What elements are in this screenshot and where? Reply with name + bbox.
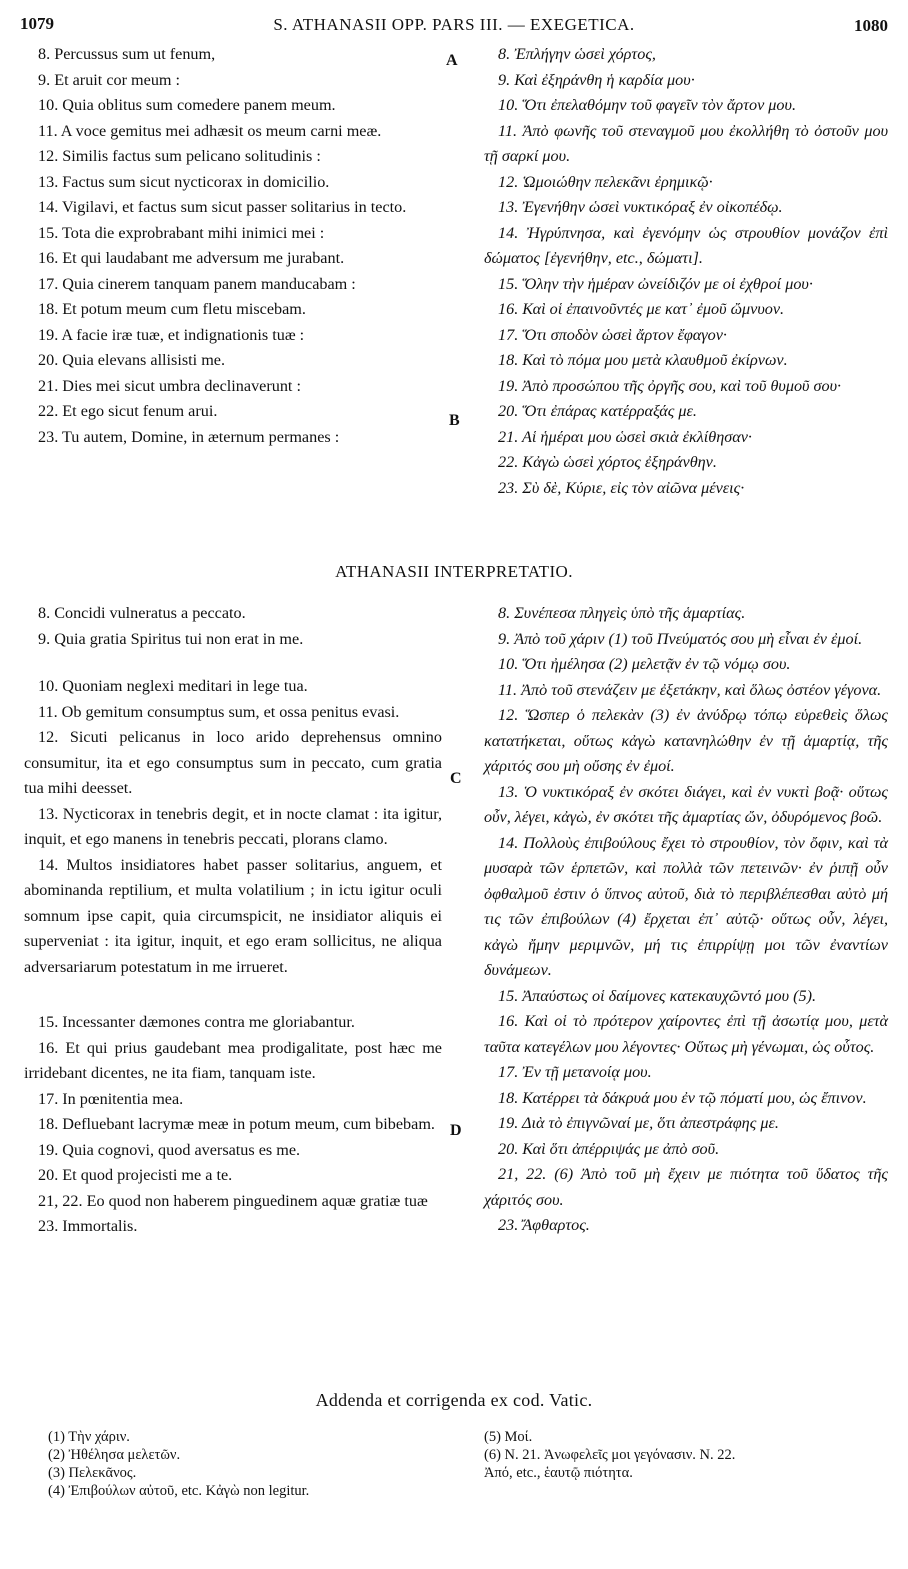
addenda-notes-left	[48, 1428, 448, 1500]
interpretation-latin-verse: 18. Defluebant lacrymæ meæ in potum meum, cum bibebam.	[38, 1115, 435, 1133]
psalm-greek-verse: 16. Καὶ οἱ ἐπαινοῦντές με κατ᾽ ἐμοῦ ὤμνυον.	[498, 300, 785, 318]
interpretation-greek-verse: 23. Ἄφθαρτος.	[498, 1216, 590, 1234]
interpretation-latin-verse: 19. Quia cognovi, quod aversatus es me.	[38, 1140, 301, 1159]
psalm-latin-verse: 12. Similis factus sum pelicano solitudinis :	[38, 147, 321, 165]
addenda-note: (1) Τὴν χάριν.	[48, 1429, 130, 1445]
psalm-greek-column	[484, 42, 888, 501]
psalm-latin-verse: 21. Dies mei sicut umbra declinaverunt :	[38, 376, 301, 395]
psalm-latin-verse: 22. Et ego sicut fenum arui.	[38, 402, 218, 420]
addenda-note: Ἀπό, etc., ἑαυτῷ πιότητα.	[484, 1465, 633, 1481]
interpretation-latin-verse: 20. Et quod projecisti me a te.	[38, 1166, 233, 1184]
margin-marker-a: A	[446, 52, 458, 69]
addenda-notes-right	[484, 1428, 884, 1482]
psalm-latin-verse: 19. A facie iræ tuæ, et indignationis tuæ :	[38, 325, 305, 344]
psalm-latin-verse: 16. Et qui laudabant me adversum me jurabant.	[38, 249, 345, 267]
interpretation-latin-verse: 12. Sicuti pelicanus in loco arido deprehensus omnino consumitur, ita et ego consumptus sum in peccato, cum gratia tua mihi deesset.	[24, 728, 442, 797]
psalm-latin-verse: 15. Tota die exprobrabant mihi inimici mei :	[38, 223, 325, 242]
addenda-note: (6) N. 21. Ἀνωφελεῖς μοι γεγόνασιν. N. 22.	[484, 1447, 736, 1463]
addenda-note: (4) Ἐπιβούλων αὐτοῦ, etc. Κἀγὼ non legitur.	[48, 1483, 310, 1499]
addenda-title: Addenda et corrigenda ex cod. Vatic.	[315, 1390, 593, 1410]
psalm-latin-verse: 14. Vigilavi, et factus sum sicut passer solitarius in tecto.	[38, 198, 407, 216]
psalm-greek-verse: 22. Κἀγὼ ὡσεὶ χόρτος ἐξηράνθην.	[498, 453, 717, 471]
psalm-latin-verse: 9. Et aruit cor meum :	[38, 70, 181, 89]
interpretation-greek-verse: 13. Ὁ νυκτικόραξ ἐν σκότει διάγει, καὶ ἐν νυκτὶ βοᾷ· οὕτως οὖν, λέγει, κἀγὼ, ἐν σκότει τῆς ἁμαρτίας ὤν, ὀδυρόμενος βοῶ.	[484, 782, 888, 826]
interpretation-latin-verse: 10. Quoniam neglexi meditari in lege tua.	[38, 677, 308, 695]
psalm-latin-verse: 10. Quia oblitus sum comedere panem meum.	[38, 96, 336, 114]
interpretation-latin-verse: 17. In pœnitentia mea.	[38, 1089, 184, 1108]
psalm-greek-verse: 21. Αἱ ἡμέραι μου ὡσεὶ σκιὰ ἐκλίθησαν·	[498, 427, 752, 446]
psalm-greek-verse: 15. Ὅλην τὴν ἡμέραν ὠνείδιζόν με οἱ ἐχθροί μου·	[498, 274, 813, 293]
interpretation-latin-verse: 16. Et qui prius gaudebant mea prodigalitate, post hæc me irridebant dicentes, ne ita fiam, tanquam iste.	[24, 1038, 442, 1082]
psalm-greek-verse: 19. Ἀπὸ προσώπου τῆς ὀργῆς σου, καὶ τοῦ θυμοῦ σου·	[498, 376, 842, 395]
addenda-note: (3) Πελεκᾶνος.	[48, 1465, 137, 1481]
interpretation-latin-verse: 11. Ob gemitum consumptus sum, et ossa penitus evasi.	[38, 702, 400, 721]
interpretation-latin-verse: 23. Immortalis.	[38, 1217, 138, 1235]
interpretation-greek-verse: 15. Ἀπαύστως οἱ δαίμονες κατεκαυχῶντό μου (5).	[498, 986, 817, 1005]
psalm-greek-verse: 9. Καὶ ἐξηράνθη ἡ καρδία μου·	[498, 70, 695, 89]
interpretation-latin-verse: 13. Nycticorax in tenebris degit, et in nocte clamat : ita igitur, inquit, et ego manens in tenebris peccati, plorans clamo.	[24, 804, 442, 848]
addenda-note: (5) Μοί.	[484, 1429, 533, 1445]
psalm-greek-verse: 23. Σὺ δὲ, Κύριε, εἰς τὸν αἰῶνα μένεις·	[498, 478, 745, 497]
interpretation-greek-verse: 17. Ἐν τῇ μετανοίᾳ μου.	[498, 1063, 652, 1081]
interpretation-latin-verse: 15. Incessanter dæmones contra me gloriabantur.	[38, 1013, 355, 1031]
interpretation-greek-verse: 21, 22. (6) Ἀπὸ τοῦ μὴ ἔχειν με πιότητα τοῦ ὕδατος τῆς χάριτός σου.	[484, 1165, 888, 1209]
interpretation-greek-verse: 10. Ὅτι ἠμέλησα (2) μελετᾷν ἐν τῷ νόμῳ σου.	[498, 655, 791, 673]
psalm-latin-verse: 8. Percussus sum ut fenum,	[38, 45, 216, 63]
psalm-latin-verse: 18. Et potum meum cum fletu miscebam.	[38, 300, 306, 318]
psalm-latin-verse: 13. Factus sum sicut nycticorax in domicilio.	[38, 172, 330, 191]
psalm-greek-verse: 14. Ἠγρύπνησα, καὶ ἐγενόμην ὡς στρουθίον μονάζον ἐπὶ δώματος [ἐγενήθην, etc., δώματι].	[484, 223, 888, 267]
interpretation-greek-verse: 14. Πολλοὺς ἐπιβούλους ἔχει τὸ στρουθίον, τὸν ὄφιν, καὶ τὰ μυσαρὰ τῶν ἑρπετῶν, καὶ πολλὰ τῶν πετεινῶν· ἐν ῥιπῇ οὖν ὀφθαλμοῦ ἐστιν ὁ ὕπνος αὐτοῦ, διὰ τὸ περιβλέπεσθαι αὐτὸ μή τις τῶν ἐπιβούλων (4) ἔρχεται ἐπ᾽ αὐτῷ· οὕτως οὖν, λέγει, κἀγὼ ἤμην μεριμνῶν, μή τις ἐπιρρίψῃ μοι τῶν ἐναντίων δυνάμεων.	[484, 833, 888, 979]
psalm-greek-verse: 20. Ὅτι ἐπάρας κατέρραξάς με.	[498, 402, 697, 420]
interpretation-latin-verse: 8. Concidi vulneratus a peccato.	[38, 604, 246, 622]
margin-marker-c: C	[450, 770, 462, 787]
psalm-latin-verse: 11. A voce gemitus mei adhæsit os meum carni meæ.	[38, 121, 382, 140]
psalm-greek-verse: 8. Ἐπλήγην ὡσεὶ χόρτος,	[498, 45, 656, 63]
psalm-greek-verse: 13. Ἐγενήθην ὡσεὶ νυκτικόραξ ἐν οἰκοπέδῳ.	[498, 198, 783, 216]
psalm-latin-column	[24, 42, 442, 450]
margin-marker-b: B	[449, 412, 460, 429]
right-page-number: 1080	[854, 16, 888, 35]
psalm-greek-verse: 17. Ὅτι σποδὸν ὡσεὶ ἄρτον ἔφαγον·	[498, 325, 727, 344]
interpretation-latin-verse: 9. Quia gratia Spiritus tui non erat in me.	[38, 629, 304, 648]
interpretation-greek-verse: 11. Ἀπὸ τοῦ στενάζειν με ἐξετάκην, καὶ ὅλως ὀστέον γέγονα.	[498, 680, 882, 699]
interpretation-latin-verse: 21, 22. Eo quod non haberem pinguedinem aquæ gratiæ tuæ	[38, 1191, 428, 1210]
left-page-number: 1079	[20, 14, 54, 33]
interpretation-greek-verse: 19. Διὰ τὸ ἐπιγνῶναί με, ὅτι ἀπεστράφης με.	[498, 1114, 779, 1132]
interpretation-greek-verse: 12. Ὥσπερ ὁ πελεκὰν (3) ἐν ἀνύδρῳ τόπῳ εὑρεθεὶς ὅλως κατατήκεται, οὕτως κἀγὼ κατανηλώθην ἐν τῇ ἁμαρτίᾳ, τῆς χάριτός σου μὴ οὔσης ἐν ἐμοί.	[484, 706, 888, 775]
running-title: S. ATHANASII OPP. PARS III. — EXEGETICA.	[273, 15, 635, 34]
psalm-greek-verse: 11. Ἀπὸ φωνῆς τοῦ στεναγμοῦ μου ἐκολλήθη τὸ ὀστοῦν μου τῇ σαρκί μου.	[484, 121, 888, 165]
psalm-latin-verse: 23. Tu autem, Domine, in æternum permanes :	[38, 427, 340, 446]
margin-marker-d: D	[450, 1122, 462, 1139]
running-head	[20, 14, 888, 40]
psalm-greek-verse: 12. Ὡμοιώθην πελεκᾶνι ἐρημικῷ·	[498, 172, 713, 191]
psalm-latin-verse: 20. Quia elevans allisisti me.	[38, 351, 226, 369]
interpretation-latin-column	[24, 601, 442, 1240]
interpretation-greek-verse: 16. Καὶ οἱ τὸ πρότερον χαίροντες ἐπὶ τῇ ἀσωτίᾳ μου, μετὰ ταῦτα κατεγέλων μου λέγοντες· Οὕτως μὴ γένωμαι, ὡς οὗτος.	[484, 1012, 888, 1056]
interpretation-latin-verse: 14. Multos insidiatores habet passer solitarius, anguem, et abominanda reptilium, et multa volatilium ; in ictu igitur oculi somnum ipse capit, quia circumspicit, ne insidiator aliquis ei superveniat : ita igitur, inquit, et ego eram sollicitus, ne aliqua adversariarum potestatum in me irrueret.	[24, 855, 442, 976]
section-title: ATHANASII INTERPRETATIO.	[335, 562, 573, 581]
interpretation-greek-column	[484, 601, 888, 1239]
interpretation-greek-verse: 20. Καὶ ὅτι ἀπέρριψάς με ἀπὸ σοῦ.	[498, 1139, 720, 1158]
psalm-greek-verse: 18. Καὶ τὸ πόμα μου μετὰ κλαυθμοῦ ἐκίρνων.	[498, 351, 788, 369]
interpretation-greek-verse: 9. Ἀπὸ τοῦ χάριν (1) τοῦ Πνεύματός σου μὴ εἶναι ἐν ἐμοί.	[498, 629, 863, 648]
psalm-greek-verse: 10. Ὅτι ἐπελαθόμην τοῦ φαγεῖν τὸν ἄρτον μου.	[498, 96, 796, 114]
psalm-latin-verse: 17. Quia cinerem tanquam panem manducabam :	[38, 274, 356, 293]
addenda-note: (2) Ἠθέλησα μελετῶν.	[48, 1447, 181, 1463]
interpretation-greek-verse: 8. Συνέπεσα πληγεὶς ὑπὸ τῆς ἁμαρτίας.	[498, 604, 746, 622]
interpretation-greek-verse: 18. Κατέρρει τὰ δάκρυά μου ἐν τῷ πόματί μου, ὡς ἔπινον.	[498, 1088, 867, 1107]
